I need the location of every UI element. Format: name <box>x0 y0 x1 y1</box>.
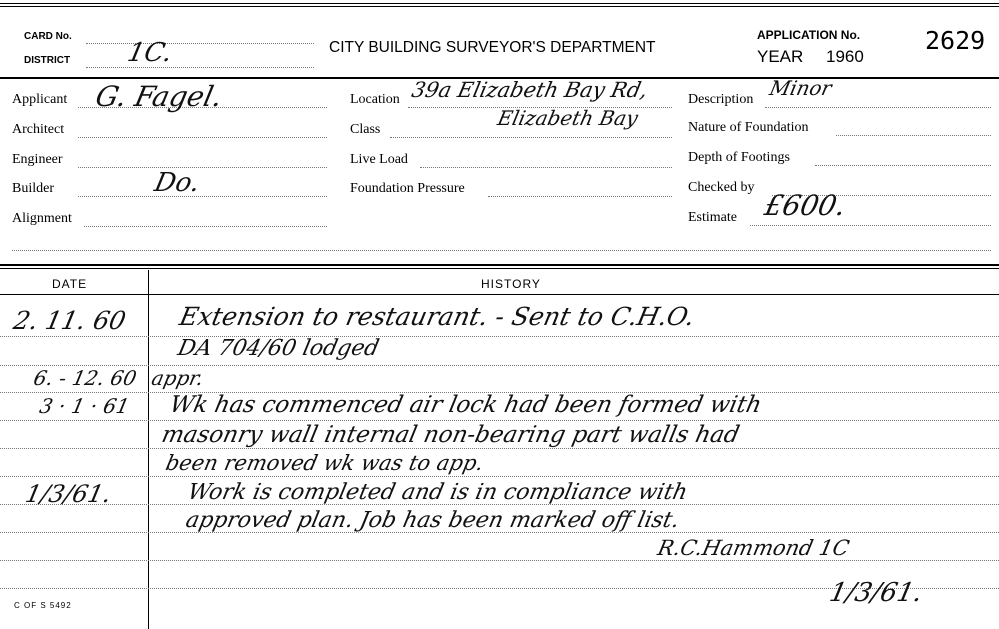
engineer-line <box>78 167 327 168</box>
engineer-label: Engineer <box>12 152 63 167</box>
location-label: Location <box>350 92 400 107</box>
depth-of-footings-label: Depth of Footings <box>688 150 790 165</box>
nature-of-foundation-label: Nature of Foundation <box>688 120 809 135</box>
location-value: 39a Elizabeth Bay Rd, <box>409 78 650 102</box>
foundation-pressure-label: Foundation Pressure <box>350 181 465 196</box>
signature-date: 1/3/61. <box>826 578 926 608</box>
history-line: DA 704/60 lodged <box>175 336 382 361</box>
description-value: Minor <box>767 76 834 100</box>
live-load-line <box>420 167 672 168</box>
location-value-2: Elizabeth Bay <box>495 106 641 130</box>
builder-label: Builder <box>12 181 54 196</box>
class-label: Class <box>350 122 381 137</box>
history-line: appr. <box>149 366 206 390</box>
estimate-value: £600. <box>761 189 849 222</box>
applicant-label: Applicant <box>12 92 68 107</box>
history-rule-top <box>0 264 999 266</box>
card-no-label: CARD No. <box>24 31 72 42</box>
foundation-pressure-line <box>488 196 672 197</box>
alignment-label: Alignment <box>12 211 72 226</box>
date-header: DATE <box>52 277 88 291</box>
history-date: 2. 11. 60 <box>10 306 129 335</box>
nature-of-foundation-line <box>836 135 991 136</box>
applicant-value: G. Fagel. <box>92 80 226 113</box>
field-block-bottom-line <box>12 250 991 251</box>
card-no-line <box>86 43 314 44</box>
form-code: C OF S 5492 <box>14 601 72 610</box>
alignment-line <box>84 226 327 227</box>
top-rule-2 <box>0 6 999 7</box>
description-label: Description <box>688 92 754 107</box>
estimate-label: Estimate <box>688 210 737 225</box>
date-column-divider <box>148 270 149 629</box>
history-date: 1/3/61. <box>23 480 114 508</box>
history-line: approved plan. Job has been marked off list. <box>183 508 682 533</box>
architect-label: Architect <box>12 122 65 137</box>
history-date: 6. - 12. 60 <box>31 366 139 390</box>
history-header-rule <box>0 294 999 295</box>
builder-value: Do. <box>151 168 203 198</box>
estimate-line <box>750 225 991 226</box>
history-line: been removed wk was to app. <box>163 451 486 475</box>
history-date: 3 · 1 · 61 <box>37 394 132 418</box>
row-line <box>0 476 999 477</box>
signature: R.C.Hammond 1C <box>655 536 852 560</box>
depth-of-footings-line <box>815 165 991 166</box>
history-header: HISTORY <box>481 277 541 291</box>
class-line <box>390 137 672 138</box>
department-title: CITY BUILDING SURVEYOR'S DEPARTMENT <box>329 39 656 56</box>
year-value: 1960 <box>826 47 864 66</box>
application-number: 2629 <box>925 26 986 55</box>
builder-line <box>78 196 327 197</box>
year-label: YEAR <box>757 47 804 66</box>
top-rule <box>0 3 999 4</box>
district-line <box>86 67 314 68</box>
row-line <box>0 365 999 366</box>
row-line <box>0 420 999 421</box>
description-line <box>765 107 991 108</box>
history-line: Extension to restaurant. - Sent to C.H.O. <box>176 302 698 331</box>
district-value: 1C. <box>124 38 175 68</box>
live-load-label: Live Load <box>350 152 408 167</box>
history-line: Wk has commenced air lock had been formed with <box>167 392 764 418</box>
district-label: DISTRICT <box>24 55 71 66</box>
row-line <box>0 336 999 337</box>
history-rule-top-2 <box>0 268 999 269</box>
architect-line <box>78 137 327 138</box>
row-line <box>0 448 999 449</box>
history-line: masonry wall internal non-bearing part walls had <box>159 422 742 448</box>
row-line <box>0 560 999 561</box>
application-no-label: APPLICATION No. <box>757 28 861 42</box>
history-line: Work is completed and is in compliance with <box>185 480 690 505</box>
checked-by-label: Checked by <box>688 180 755 195</box>
